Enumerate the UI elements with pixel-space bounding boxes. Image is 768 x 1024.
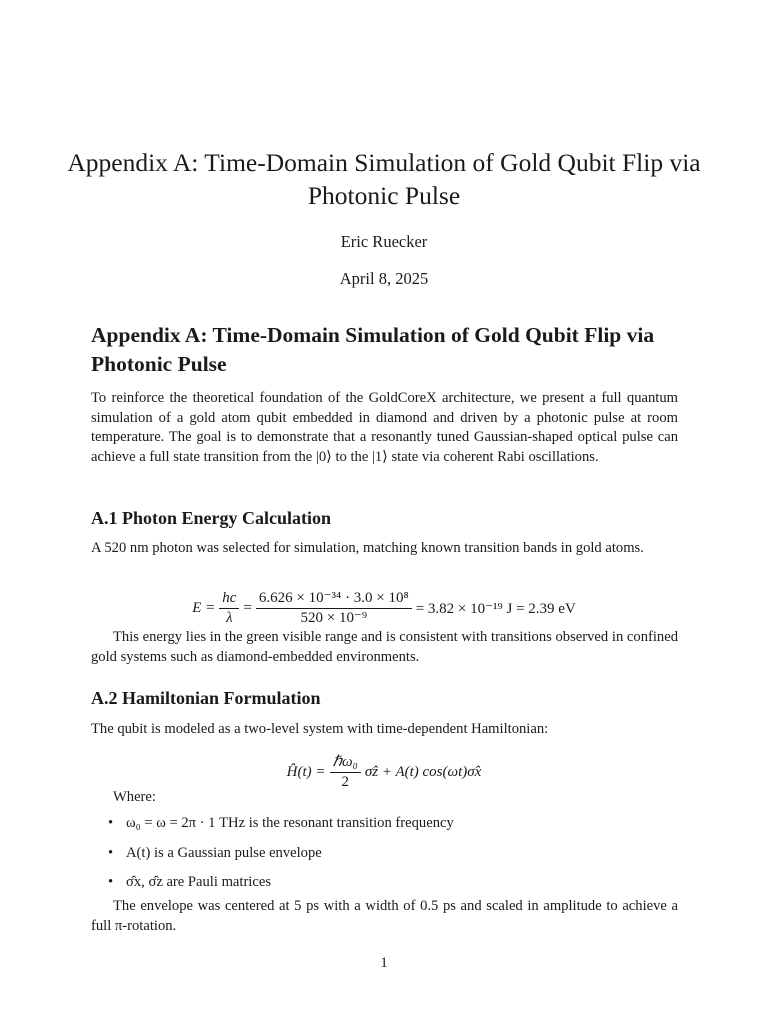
list-item-text: A(t) is a Gaussian pulse envelope	[126, 844, 322, 861]
date: April 8, 2025	[339, 269, 429, 288]
definitions-list	[108, 814, 678, 903]
fraction-hbar-omega	[330, 754, 361, 791]
subsection-a1-heading: A.1 Photon Energy Calculation	[91, 508, 332, 528]
frac-den: 520 × 10⁻⁹	[300, 609, 368, 626]
list-item-text: σ̂x, σ̂z are Pauli matrices	[126, 874, 271, 891]
bullet-icon: •	[108, 874, 114, 891]
list-item-text: ω₀ = ω = 2π · 1 THz is the resonant transition frequency	[126, 815, 454, 831]
bullet-icon: •	[108, 815, 114, 831]
photon-energy-equation	[0, 588, 768, 628]
intro-paragraph: To reinforce the theoretical foundation of the GoldCoreX architecture, we present a full quantum simulation of a gold atom qubit embedded in diamond and driven by a photonic pulse at room temperature. The goal is to demonstrate that a resonantly tuned Gaussian-shaped optical pulse can achieve a full state transition from the |0⟩ to the |1⟩ state via coherent Rabi oscillations.	[91, 390, 678, 465]
eq-rhs: σ̂z + A(t) cos(ωt)σ̂x	[364, 763, 482, 780]
frac-den: 2	[341, 773, 349, 790]
frac-num: 6.626 × 10⁻³⁴ · 3.0 × 10⁸	[256, 590, 412, 609]
a2-after-paragraph: The envelope was centered at 5 ps with a width of 0.5 ps and scaled in amplitude to achieve a full π-rotation.	[91, 898, 678, 934]
list-item	[108, 844, 678, 864]
list-item	[108, 873, 678, 893]
bullet-icon: •	[108, 844, 114, 861]
eq-lhs: E =	[192, 599, 216, 616]
a1-after-paragraph: This energy lies in the green visible range and is consistent with transitions observed in confined gold systems such as diamond-embedded environments.	[91, 629, 678, 665]
a2-paragraph: The qubit is modeled as a two-level system with time-dependent Hamiltonian:	[91, 721, 549, 737]
eq-result: = 3.82 × 10⁻¹⁹ J = 2.39 eV	[415, 600, 576, 617]
hamiltonian-equation	[0, 752, 768, 792]
frac-num: hc	[219, 590, 239, 609]
where-label: Where:	[113, 789, 156, 805]
page-number: 1	[380, 955, 388, 971]
subsection-a2-heading: A.2 Hamiltonian Formulation	[91, 688, 321, 708]
frac-den: λ	[226, 609, 233, 626]
fraction-hc-lambda	[219, 590, 239, 627]
fraction-values	[256, 590, 412, 627]
section-heading: Appendix A: Time-Domain Simulation of Gold Qubit Flip via Photonic Pulse	[91, 323, 655, 376]
frac-num: ℏω₀	[330, 754, 361, 773]
eq-equals: =	[243, 599, 252, 616]
a1-paragraph: A 520 nm photon was selected for simulation, matching known transition bands in gold atoms.	[91, 540, 644, 556]
author: Eric Ruecker	[340, 232, 428, 251]
list-item	[108, 814, 678, 834]
eq-lhs: Ĥ(t) =	[286, 763, 326, 780]
paper-title: Appendix A: Time-Domain Simulation of Gold Qubit Flip via Photonic Pulse	[67, 148, 701, 210]
